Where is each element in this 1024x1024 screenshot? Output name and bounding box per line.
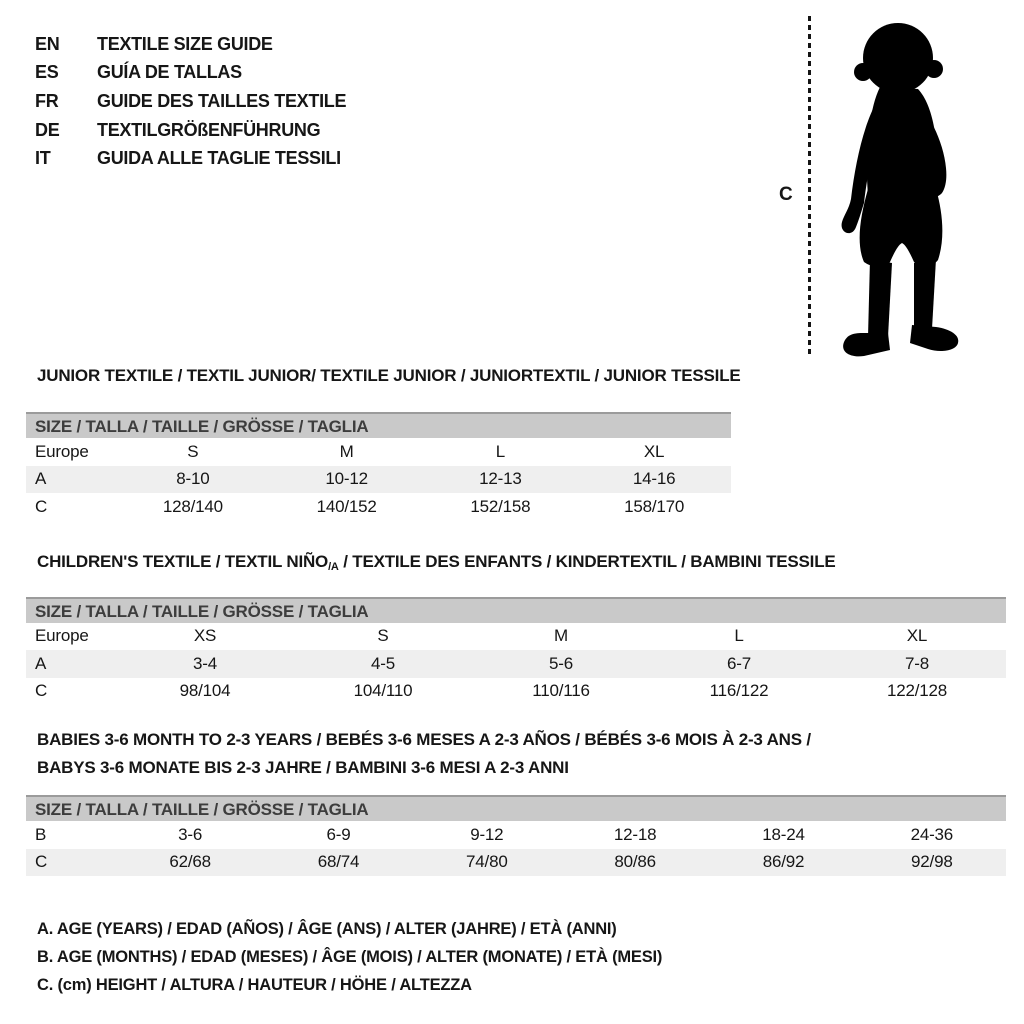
section-babies-title: [37, 726, 867, 782]
legend-line-a: A. AGE (YEARS) / EDAD (AÑOS) / ÂGE (ANS) / ALTER (JAHRE) / ETÀ (ANNI): [37, 920, 617, 938]
language-label: GUIDA ALLE TAGLIE TESSILI: [97, 148, 341, 169]
language-label: GUÍA DE TALLAS: [97, 62, 242, 83]
table-cell: M: [554, 626, 568, 646]
table-cell: M: [339, 441, 354, 461]
row-label: C: [35, 681, 48, 701]
table-cell: 12-13: [479, 469, 522, 489]
table-cell: 6-7: [727, 653, 751, 673]
table-cell: 6-9: [326, 824, 351, 844]
language-row-fr: [35, 87, 346, 116]
section-babies: [26, 726, 1024, 876]
section-children: [26, 552, 1024, 706]
table-cell: 18-24: [762, 824, 805, 844]
table-row-europe: [26, 438, 731, 466]
title-text: CHILDREN'S TEXTILE / TEXTIL NIÑO: [37, 551, 329, 571]
language-label: GUIDE DES TAILLES TEXTILE: [97, 90, 347, 111]
table-row-height: [26, 493, 731, 521]
legend-line-b: B. AGE (MONTHS) / EDAD (MESES) / ÂGE (MOIS) / ALTER (MONATE) / ETÀ (MESI): [37, 948, 663, 966]
language-row-en: [35, 30, 346, 59]
size-table-header: SIZE / TALLA / TAILLE / GRÖSSE / TAGLIA: [26, 412, 731, 438]
section-junior: [26, 366, 1024, 521]
table-cell: 7-8: [905, 653, 929, 673]
row-label: A: [35, 469, 47, 489]
section-junior-title: JUNIOR TEXTILE / TEXTIL JUNIOR/ TEXTILE JUNIOR / JUNIORTEXTIL / JUNIOR TESSILE: [37, 366, 741, 385]
table-cell: XS: [193, 626, 217, 646]
table-row-europe: [26, 623, 1006, 651]
size-table-junior: [26, 412, 731, 521]
table-cell: 3-6: [178, 824, 203, 844]
table-cell: 80/86: [614, 852, 656, 872]
table-cell: 92/98: [911, 852, 953, 872]
language-list: [35, 30, 346, 173]
table-cell: 158/170: [624, 496, 685, 516]
table-cell: 122/128: [886, 681, 948, 701]
language-row-es: [35, 59, 346, 88]
table-cell: S: [187, 441, 199, 461]
table-cell: 10-12: [325, 469, 368, 489]
language-code: IT: [35, 148, 51, 169]
row-label: Europe: [35, 626, 89, 646]
table-cell: 68/74: [317, 852, 360, 872]
toddler-silhouette: [818, 10, 978, 362]
language-label: TEXTILGRÖßENFÜHRUNG: [97, 119, 321, 140]
table-row-age: [26, 650, 1006, 678]
title-text: / TEXTILE DES ENFANTS / KINDERTEXTIL / BAMBINI TESSILE: [338, 551, 836, 571]
title-line-2: BABYS 3-6 MONATE BIS 2-3 JAHRE / BAMBINI 3-6 MESI A 2-3 ANNI: [37, 758, 569, 777]
size-table-children: [26, 597, 1006, 706]
section-children-title: [37, 552, 1024, 577]
table-cell: XL: [906, 626, 928, 646]
size-table-header: SIZE / TALLA / TAILLE / GRÖSSE / TAGLIA: [26, 795, 1006, 821]
table-cell: L: [734, 626, 744, 646]
title-line-1: BABIES 3-6 MONTH TO 2-3 YEARS / BEBÉS 3-6 MESES A 2-3 AÑOS / BÉBÉS 3-6 MOIS À 2-3 ANS /: [37, 730, 811, 749]
table-cell: 98/104: [179, 681, 231, 701]
table-row-age: [26, 466, 731, 494]
table-cell: 5-6: [549, 653, 573, 673]
row-label: B: [35, 824, 47, 844]
table-cell: 110/116: [532, 681, 590, 701]
table-cell: L: [495, 441, 505, 461]
language-label: TEXTILE SIZE GUIDE: [97, 33, 273, 54]
table-cell: 74/80: [466, 852, 508, 872]
table-cell: 8-10: [176, 469, 210, 489]
row-label: C: [35, 496, 48, 516]
row-label: A: [35, 653, 47, 673]
size-table-babies: [26, 795, 1006, 876]
table-cell: 24-36: [910, 824, 954, 844]
table-cell: S: [377, 626, 389, 646]
title-subscript: /A: [328, 560, 339, 573]
table-cell: 140/152: [316, 496, 377, 516]
language-row-it: [35, 144, 346, 173]
legend: [37, 915, 1024, 999]
table-row-age-months: [26, 821, 1006, 849]
table-cell: 104/110: [353, 681, 413, 701]
table-cell: 128/140: [162, 496, 223, 516]
table-row-height: [26, 678, 1006, 706]
top-area: [0, 0, 1024, 366]
row-label: C: [35, 852, 48, 872]
language-code: FR: [35, 90, 59, 111]
table-cell: XL: [643, 441, 665, 461]
table-cell: 116/122: [709, 681, 769, 701]
table-cell: 4-5: [371, 653, 395, 673]
table-cell: 14-16: [632, 469, 676, 489]
legend-line-c: C. (cm) HEIGHT / ALTURA / HAUTEUR / HÖHE / ALTEZZA: [37, 976, 472, 994]
language-code: ES: [35, 62, 59, 83]
table-cell: 62/68: [169, 852, 211, 872]
table-cell: 3-4: [193, 653, 217, 673]
measure-label-c: C: [779, 184, 793, 205]
size-table-header: SIZE / TALLA / TAILLE / GRÖSSE / TAGLIA: [26, 597, 1006, 623]
table-cell: 152/158: [470, 496, 531, 516]
table-cell: 9-12: [470, 824, 504, 844]
table-cell: 86/92: [762, 852, 805, 872]
language-row-de: [35, 116, 346, 145]
table-row-height: [26, 849, 1006, 877]
row-label: Europe: [35, 441, 89, 461]
height-measure-dotted-line: [808, 16, 811, 356]
language-code: EN: [35, 33, 60, 54]
table-cell: 12-18: [613, 824, 657, 844]
content: [0, 366, 1024, 999]
language-code: DE: [35, 119, 60, 140]
